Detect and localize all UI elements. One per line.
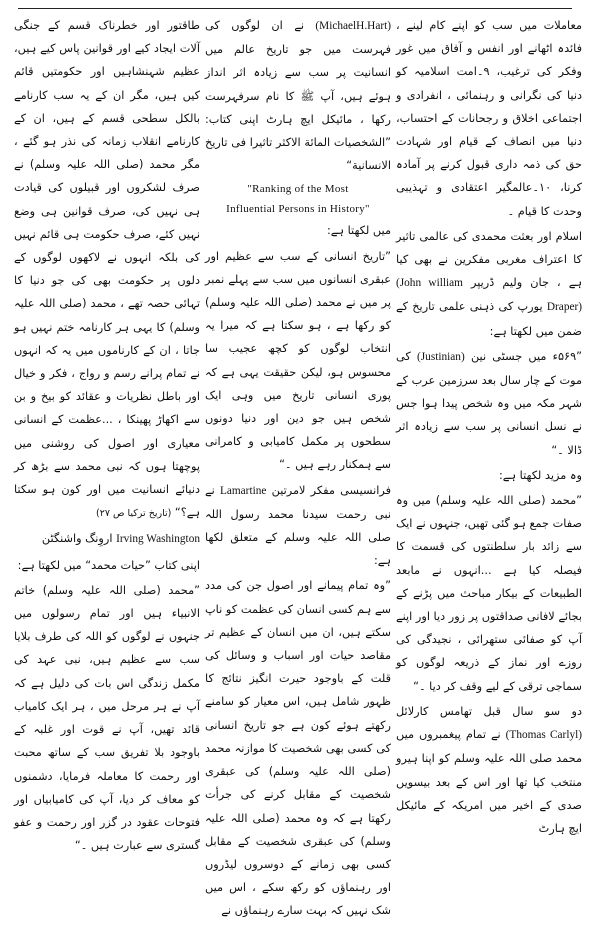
right-column [396,14,582,842]
quote: ”تاریخ انسانی کے سب سے عظیم اور عبقری انسانوں میں سب سے پہلے نمبر پر میں نے محمد (صلی اللہ علیہ وسلم) کو رکھا ہے ، ہو سکتا ہے کہ میرا یہ انتخاب لوگوں کو کچھ عجیب سا محسوس ہو، لیکن حقیقت یہی ہے کہ پوری انسانی تاریخ میں وہی ایک شخص ہیں جو دین اور دنیا دونوں سطحوں پر مکمل کامیابی و کامرانی سے ہمکنار رہے ہیں ۔“ [205,249,391,472]
english-name: (John william Draper) [396,277,583,314]
english-name: Irving Washington [116,533,200,546]
paragraph: (MichaelH.Hart) نے ان لوگوں کی فہرست میں جو تاریخ عالم میں انسانیت پر سب سے زیادہ اثر انداز ہوئے ہیں، آپ ﷺ کا نام سرفہرست رکھا ، مائیکل ایچ ہارٹ اپنی کتاب: ”الشخصیات المائة الاکثر تاثیرا فی تاریخ الانسانیة“ [205,19,391,173]
english-name: Lamartine [219,484,267,497]
quote: ”وہ تمام پیمانے اور اصول جن کی مدد سے ہم کسی انسان کی عظمت کو ناپ سکتے ہیں، ان میں انسان کے عظیم تر مقاصد حیات اور اسباب و وسائل کی قلت کے باوجود حیرت انگیز نتائج کا ظہور شامل ہیں، اس معیار کو سامنے رکھتے ہوئے کون ہے جو تاریخ انسانی کی کسی بھی شخصیت کا موازنہ محمد (صلی اللہ علیہ وسلم) کی عبقری شخصیت کے مقابل کرنے کی جرأت رکھتا ہے کہ وہ محمد (صلی اللہ علیہ وسلم) کی عبقری شخصیت کے مقابل کسی بھی زمانے کے دوسروں لیڈروں اور رہنماؤں کو رکھ سکے ، اس میں شک نہیں کہ بہت سارے رہنماؤں نے [205,579,391,918]
english-name: (Thomas Carlyl) [505,729,583,742]
paragraph: معاملات میں سب کو اپنے کام لینے ، فائدہ اٹھانے اور انفس و آفاق میں غور وفکر کی ترغیب، ۹۔امت اسلامیہ کو دنیا کی نگرانی و رہنمائی ، انفرادی و اجتماعی اخلاق و رجحانات کے احتساب، دنیا میں انصاف کے قیام اور شہادت حق کی ذمہ داری قبول کرنے پر آمادہ کرنا، ۱۰۔عالمگیر اعتقادی و تہذیبی وحدت کا قیام ۔ [396,19,582,218]
paragraph: دو سو سال قبل تھامس کارلائل (Thomas Carlyl) نے تمام پیغمبروں میں محمد صلی اللہ علیہ وسلم کو اپنا ہیرو منتخب کیا تھا اور اس کے بعد بیسویں صدی کے اخیر میں امریکہ کے مائیکل ایچ ہارٹ [396,704,583,835]
top-rule [18,8,572,9]
paragraph: Irving Washington اروِنگ واشنگٹن [41,532,200,546]
paragraph: اسلام اور بعثت محمدی کی عالمی تاثیر کا اعتراف مغربی مفکرین نے بھی کیا ہے ، جان ولیم ڈریپر (John william Draper) یورپ کی ذہنی علمی تاریخ کے ضمن میں لکھتا ہے: [396,229,583,338]
paragraph: اپنی کتاب ”حیات محمد“ میں لکھتا ہے: [17,558,200,572]
english-name: (Justinian) [417,350,465,363]
paragraph: وہ مزید لکھتا ہے: [499,468,582,482]
quote: ”۵۶۹ء میں جسٹی نین (Justinian) کی موت کے چار سال بعد سرزمین عرب کے شہر مکہ میں وہ شخص پیدا ہوا جس نے نسل انسانی پر سب سے زیادہ اثر ڈالا ۔“ [396,349,583,457]
english-book-title: "Ranking of the Most Influential Persons in History" [226,183,370,216]
middle-column [205,14,391,925]
left-column [14,14,200,859]
paragraph: فرانسیسی مفکر لامرتین Lamartine نے نبی رحمت سیدنا محمد رسول اللہ صلی اللہ علیہ وسلم کے متعلق لکھا ہے: [205,483,392,568]
english-name: (MichaelH.Hart) [315,20,391,32]
quote: ”محمد (صلی اللہ علیہ وسلم) میں وہ صفات جمع ہو گئی تھیں، جنہوں نے ایک سے زائد بار سلطنتوں کی قسمت کا فیصلہ کیا ہے ...انہوں نے مابعد الطبیعات کے بیکار مباحث میں پڑنے کے بجائے لافانی صداقتوں پر زور دیا اور اپنے آپ کو صفائی ستھرائی ، نجیدگی کی روزے اور نماز کے ذریعہ لوگوں کو سماجی ترقی کے لیے وقف کر دیا ۔“ [395,494,582,693]
reference: (تاریخ ترکیا ص ۲۷) [96,508,172,520]
paragraph: میں لکھتا ہے: [326,224,391,238]
quote: ”محمد (صلی اللہ علیہ وسلم) خاتم الانبیاء ہیں اور تمام رسولوں میں جنہوں نے لوگوں کو اللہ کی طرف بلایا سب سے عظیم ہیں، نبی عہد کی مکمل زندگی اس بات کی دلیل ہے کہ آپ نے ہر مرحل میں ، ہر ایک کامیاب قائد تھیں، آپ نے قوت اور غلبہ کے باوجود بلا تفریق سب کے ساتھ محبت اور رحمت کا معاملہ فرمایا، دشمنوں کو معاف کر دیا، آپ کی کامیابیاں اور فتوحات عقود در گزر اور رحمت و عفو گستری سے عبارت ہیں ۔“ [14,583,200,853]
quote: طاقتور اور خطرناک قسم کے جنگی آلات ایجاد کیے اور قوانین پاس کیے ہیں، عظیم شہنشاہیں اور حکومتیں قائم کیں ہیں، مگر ان کے یہ سب کارنامے بالکل سطحی قسم کے ہیں، ان کے کارنامے انقلاب زمانہ کی نذر ہو گئے ، مگر محمد (صلی اللہ علیہ وسلم) نے صرف لشکروں اور قبیلوں کی قیادت ہی نہیں کی، صرف قوانین ہی وضع نہیں کئے، صرف حکومت ہی قائم نہیں کی بلکہ انہوں نے لاکھوں لوگوں کے دلوں پر حکومت بھی کی جو دنیا کا تہائی حصہ تھے ، محمد (صلی اللہ علیہ وسلم) کا یہی ہر کارنامہ ختم نہیں ہو جاتا ، ان کے کارناموں میں یہ کہ انہوں نے تمام پرانے رسم و رواج ، فکر و خیال اور باطل نظریات و عقائد کو بیخ و بن سے اکھاڑ پھینکا ، ...عظمت کے انسانی معیاری اور اصول کی روشنی میں پوچھتا ہوں کہ نبی محمد سے بڑھ کر دنیائے انسانیت میں اور کون ہو سکتا ہے؟“ (تاریخ ترکیا ص ۲۷) [14,19,200,520]
